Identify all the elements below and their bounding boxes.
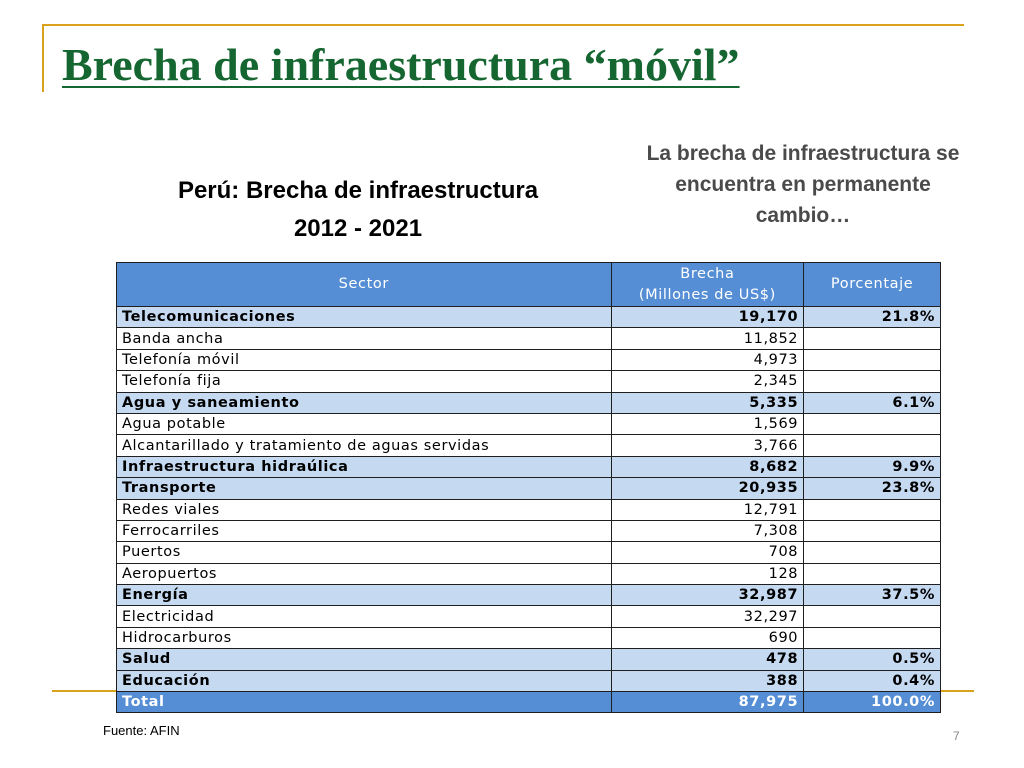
cell-porcentaje (804, 563, 941, 584)
cell-porcentaje (804, 627, 941, 648)
table-row (117, 435, 941, 456)
cell-brecha: 388 (611, 670, 804, 691)
cell-porcentaje (804, 520, 941, 541)
table-row (117, 670, 941, 691)
cell-brecha: 19,170 (611, 307, 804, 328)
cell-sector: Transporte (117, 478, 612, 499)
table-row (117, 649, 941, 670)
cell-sector: Telefonía fija (117, 371, 612, 392)
slide-title: Brecha de infraestructura “móvil” (62, 39, 740, 90)
cell-porcentaje: 0.5% (804, 649, 941, 670)
cell-brecha: 1,569 (611, 413, 804, 434)
cell-porcentaje (804, 499, 941, 520)
cell-porcentaje (804, 413, 941, 434)
cell-sector: Banda ancha (117, 328, 612, 349)
cell-brecha: 2,345 (611, 371, 804, 392)
cell-porcentaje: 21.8% (804, 307, 941, 328)
cell-brecha: 20,935 (611, 478, 804, 499)
cell-porcentaje: 9.9% (804, 456, 941, 477)
cell-brecha: 690 (611, 627, 804, 648)
cell-sector: Aeropuertos (117, 563, 612, 584)
cell-porcentaje (804, 371, 941, 392)
cell-sector: Electricidad (117, 606, 612, 627)
table-total-row (117, 692, 941, 713)
cell-brecha: 11,852 (611, 328, 804, 349)
frame-top-line (42, 24, 964, 26)
cell-brecha: 128 (611, 563, 804, 584)
cell-brecha: 32,987 (611, 585, 804, 606)
cell-brecha: 4,973 (611, 349, 804, 370)
cell-sector: Educación (117, 670, 612, 691)
header-brecha (611, 263, 804, 307)
header-brecha-line1: Brecha (680, 265, 735, 282)
table-row (117, 563, 941, 584)
frame-left-line (42, 24, 44, 92)
cell-sector: Agua y saneamiento (117, 392, 612, 413)
cell-porcentaje (804, 542, 941, 563)
table-row (117, 413, 941, 434)
cell-sector: Ferrocarriles (117, 520, 612, 541)
cell-brecha: 5,335 (611, 392, 804, 413)
table-row (117, 499, 941, 520)
cell-brecha: 708 (611, 542, 804, 563)
table-row (117, 542, 941, 563)
table-caption-line1: Perú: Brecha de infraestructura (177, 177, 539, 204)
cell-porcentaje: 37.5% (804, 585, 941, 606)
cell-brecha: 32,297 (611, 606, 804, 627)
side-note: La brecha de infraestructura se encuentra en permanente cambio… (646, 142, 960, 227)
table-row (117, 392, 941, 413)
cell-brecha: 12,791 (611, 499, 804, 520)
table-caption-line2: 2012 - 2021 (293, 215, 423, 242)
cell-porcentaje: 6.1% (804, 392, 941, 413)
cell-porcentaje (804, 435, 941, 456)
cell-porcentaje: 23.8% (804, 478, 941, 499)
cell-brecha: 87,975 (611, 692, 804, 713)
table-row (117, 307, 941, 328)
page-number: 7 (953, 729, 960, 743)
source-note: Fuente: AFIN (103, 723, 180, 738)
cell-porcentaje (804, 606, 941, 627)
header-sector: Sector (117, 263, 612, 307)
cell-sector: Infraestructura hidraúlica (117, 456, 612, 477)
table-row (117, 478, 941, 499)
cell-sector: Energía (117, 585, 612, 606)
cell-sector: Redes viales (117, 499, 612, 520)
cell-porcentaje (804, 349, 941, 370)
table-row (117, 585, 941, 606)
cell-porcentaje (804, 328, 941, 349)
table-row (117, 606, 941, 627)
cell-sector: Salud (117, 649, 612, 670)
table-caption (116, 172, 600, 248)
table-row (117, 520, 941, 541)
cell-brecha: 478 (611, 649, 804, 670)
infrastructure-gap-table (116, 262, 941, 713)
cell-sector: Telefonía móvil (117, 349, 612, 370)
cell-porcentaje: 0.4% (804, 670, 941, 691)
header-brecha-line2: (Millones de US$) (638, 286, 776, 303)
table-row (117, 371, 941, 392)
cell-brecha: 7,308 (611, 520, 804, 541)
cell-sector: Telecomunicaciones (117, 307, 612, 328)
cell-sector: Agua potable (117, 413, 612, 434)
table-row (117, 349, 941, 370)
cell-brecha: 3,766 (611, 435, 804, 456)
header-porcentaje: Porcentaje (804, 263, 941, 307)
table-body (117, 307, 941, 713)
table-header-row (117, 263, 941, 307)
cell-sector: Alcantarillado y tratamiento de aguas servidas (117, 435, 612, 456)
cell-sector: Total (117, 692, 612, 713)
table-row (117, 627, 941, 648)
cell-sector: Puertos (117, 542, 612, 563)
cell-sector: Hidrocarburos (117, 627, 612, 648)
table-row (117, 328, 941, 349)
cell-brecha: 8,682 (611, 456, 804, 477)
cell-porcentaje: 100.0% (804, 692, 941, 713)
table-row (117, 456, 941, 477)
